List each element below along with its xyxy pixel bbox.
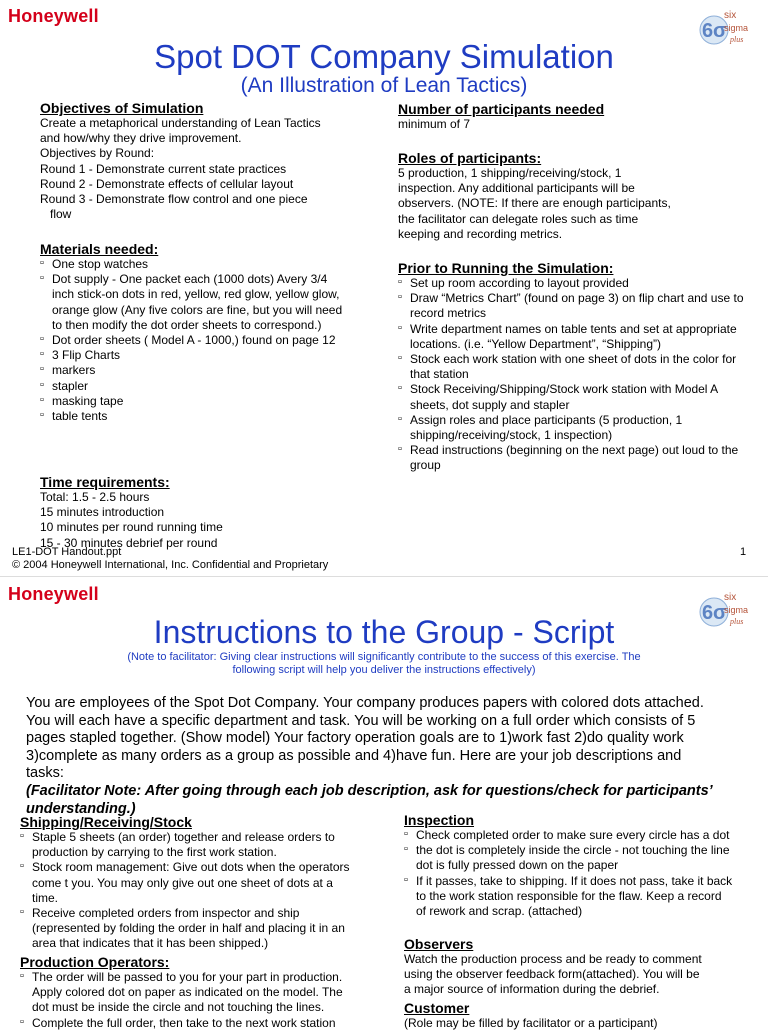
observers-section — [404, 936, 744, 998]
facilitator-instruction: understanding.) — [26, 801, 136, 817]
customer-section — [404, 1000, 744, 1031]
page-title: Instructions to the Group - Script — [153, 614, 615, 650]
list-item: ▫ Assign roles and place participants (5 production, 1 shipping/receiving/stock, 1 inspection) — [398, 413, 744, 443]
list-item: ▫ Stock room management: Give out dots when the operators come t you. You may only give out one sheet of dots at a time. — [20, 860, 360, 906]
list-item: ▫ table tents — [40, 409, 352, 424]
script-line: 3)complete as many orders as a group as possible and 4)have fun. Here are your job descriptions and — [26, 747, 682, 764]
list-item: ▫ Draw “Metrics Chart” (found on page 3) on flip chart and use to record metrics — [398, 291, 744, 321]
list-item: ▫ Write department names on table tents and set at appropriate locations. (i.e. “Yellow Department”, “Shipping”) — [398, 322, 744, 352]
observers-line: using the observer feedback form(attached). You will be — [404, 967, 700, 982]
list-item: ▫ One stop watches — [40, 257, 352, 272]
materials-list — [40, 257, 352, 424]
list-item: ▫ the dot is completely inside the circle - not touching the line dot is fully pressed down on the paper — [404, 843, 734, 873]
list-item: ▫ Set up room according to layout provided — [398, 276, 744, 291]
svg-text:sigma: sigma — [724, 23, 749, 33]
script-line: pages stapled together. (Show model) Your factory operation goals are to 1)work fast 2)do quality work — [26, 730, 684, 747]
prior-list — [398, 276, 744, 474]
honeywell-logo: Honeywell — [8, 6, 99, 26]
svg-text:6: 6 — [702, 602, 714, 624]
inspection-heading: Inspection — [404, 812, 475, 828]
roles-section — [398, 150, 748, 242]
roles-line: the facilitator can delegate roles such as time — [398, 211, 639, 226]
page-number: 1 — [740, 546, 747, 558]
list-item: ▫ masking tape — [40, 394, 352, 409]
script-intro — [26, 695, 756, 801]
participants-section — [398, 101, 748, 132]
objectives-line: and how/why they drive improvement. — [40, 131, 242, 146]
inspection-list — [404, 828, 734, 919]
list-item: ▫ Read instructions (beginning on the next page) out loud to the group — [398, 443, 744, 473]
svg-text:σ: σ — [713, 602, 727, 624]
time-heading: Time requirements: — [40, 474, 170, 490]
list-item: ▫ Complete the full order, then take to the next work station — [20, 1016, 360, 1031]
shipping-section — [20, 814, 360, 952]
footer-copyright: © 2004 Honeywell International, Inc. Confidential and Proprietary — [12, 559, 329, 571]
script-line: tasks: — [26, 765, 64, 782]
list-item: ▫ Receive completed orders from inspector and ship (represented by folding the order in half and placing it in an area that indicates that it has been shipped.) — [20, 906, 360, 952]
production-list — [20, 970, 360, 1031]
svg-text:six: six — [724, 10, 737, 21]
production-section — [20, 954, 360, 1031]
facilitator-note: (Note to facilitator: Giving clear instructions will significantly contribute to the success of this exercise. The — [127, 651, 641, 663]
time-line: 10 minutes per round running time — [40, 520, 223, 535]
script-line: You are employees of the Spot Dot Company. Your company produces papers with colored dots attached. — [26, 695, 704, 711]
participants-text: minimum of 7 — [398, 117, 471, 131]
time-line: Total: 1.5 - 2.5 hours — [40, 490, 150, 504]
list-item: ▫ If it passes, take to shipping. If it does not pass, take it back to the work station responsible for the flaw. Keep a record of rework and scrap. (attached) — [404, 874, 734, 920]
list-item: ▫ The order will be passed to you for your part in production. Apply colored dot on paper as indicated on the model. The dot must be inside the circle and not touching the lines. — [20, 970, 360, 1016]
list-item: ▫ Dot order sheets ( Model A - 1000,) found on page 12 — [40, 333, 352, 348]
objectives-line: Create a metaphorical understanding of Lean Tactics — [40, 116, 321, 130]
honeywell-logo: Honeywell — [8, 584, 99, 604]
objectives-line: Round 2 - Demonstrate effects of cellular layout — [40, 176, 294, 191]
svg-text:plus: plus — [730, 35, 744, 44]
participants-heading: Number of participants needed — [398, 101, 605, 117]
svg-text:6: 6 — [702, 20, 714, 42]
list-item: ▫ Staple 5 sheets (an order) together and release orders to production by carrying to the first work station. — [20, 830, 360, 860]
inspection-section — [404, 812, 734, 919]
prior-section — [398, 260, 744, 474]
list-item: ▫ Stock each work station with one sheet of dots in the color for that station — [398, 352, 744, 382]
roles-line: observers. (NOTE: If there are enough participants, — [398, 196, 671, 211]
time-section — [40, 474, 360, 551]
list-item: ▫ 3 Flip Charts — [40, 348, 352, 363]
customer-text: (Role may be filled by facilitator or a participant) — [404, 1016, 658, 1030]
facilitator-instruction: (Facilitator Note: After going through each job description, ask for questions/check for participants’ — [26, 782, 713, 799]
objectives-line: Round 1 - Demonstrate current state practices — [40, 161, 287, 176]
customer-heading: Customer — [404, 1000, 470, 1016]
list-item: ▫ Check completed order to make sure every circle has a dot — [404, 828, 734, 843]
objectives-line: Objectives by Round: — [40, 146, 155, 161]
svg-text:σ: σ — [713, 20, 727, 42]
svg-text:six: six — [724, 592, 737, 603]
objectives-section — [40, 100, 360, 222]
svg-text:sigma: sigma — [724, 605, 749, 615]
list-item: ▫ stapler — [40, 379, 352, 394]
list-item: ▫ markers — [40, 363, 352, 378]
production-heading: Production Operators: — [20, 954, 170, 970]
svg-text:plus: plus — [730, 617, 744, 626]
list-item: ▫ Stock Receiving/Shipping/Stock work station with Model A sheets, dot supply and stapler — [398, 382, 744, 412]
observers-heading: Observers — [404, 936, 474, 952]
objectives-line: Round 3 - Demonstrate flow control and one piece — [40, 192, 308, 207]
footer-filename: LE1-DOT Handout.ppt — [12, 546, 122, 558]
shipping-heading: Shipping/Receiving/Stock — [20, 814, 192, 830]
roles-line: inspection. Any additional participants will be — [398, 181, 635, 196]
materials-heading: Materials needed: — [40, 241, 159, 257]
script-line: You will each have a specific department and task. You will be working on a full order which consists of 5 — [26, 712, 696, 729]
page-subtitle: (An Illustration of Lean Tactics) — [240, 74, 528, 97]
slide-divider — [0, 576, 768, 577]
page-title: Spot DOT Company Simulation — [154, 38, 614, 75]
facilitator-note: following script will help you deliver the instructions effectively) — [232, 664, 536, 676]
time-line: 15 minutes introduction — [40, 505, 165, 520]
observers-line: a major source of information during the debrief. — [404, 982, 660, 997]
shipping-list — [20, 830, 360, 952]
objectives-heading: Objectives of Simulation — [40, 100, 204, 116]
list-item: ▫ Dot supply - One packet each (1000 dots) Avery 3/4 inch stick-on dots in red, yellow, red glow, yellow glow, orange glow (Any five colors are fine, but you will need to then modify the dot order sheets to correspond.) — [40, 272, 352, 333]
materials-section — [40, 241, 352, 424]
observers-line: Watch the production process and be ready to comment — [404, 952, 702, 966]
roles-line: keeping and recording metrics. — [398, 226, 563, 241]
time-line: 15 - 30 minutes debrief per round — [40, 535, 218, 550]
roles-line: 5 production, 1 shipping/receiving/stock, 1 — [398, 166, 622, 180]
objectives-line: flow — [50, 207, 72, 222]
roles-heading: Roles of participants: — [398, 150, 542, 166]
prior-heading: Prior to Running the Simulation: — [398, 260, 614, 276]
